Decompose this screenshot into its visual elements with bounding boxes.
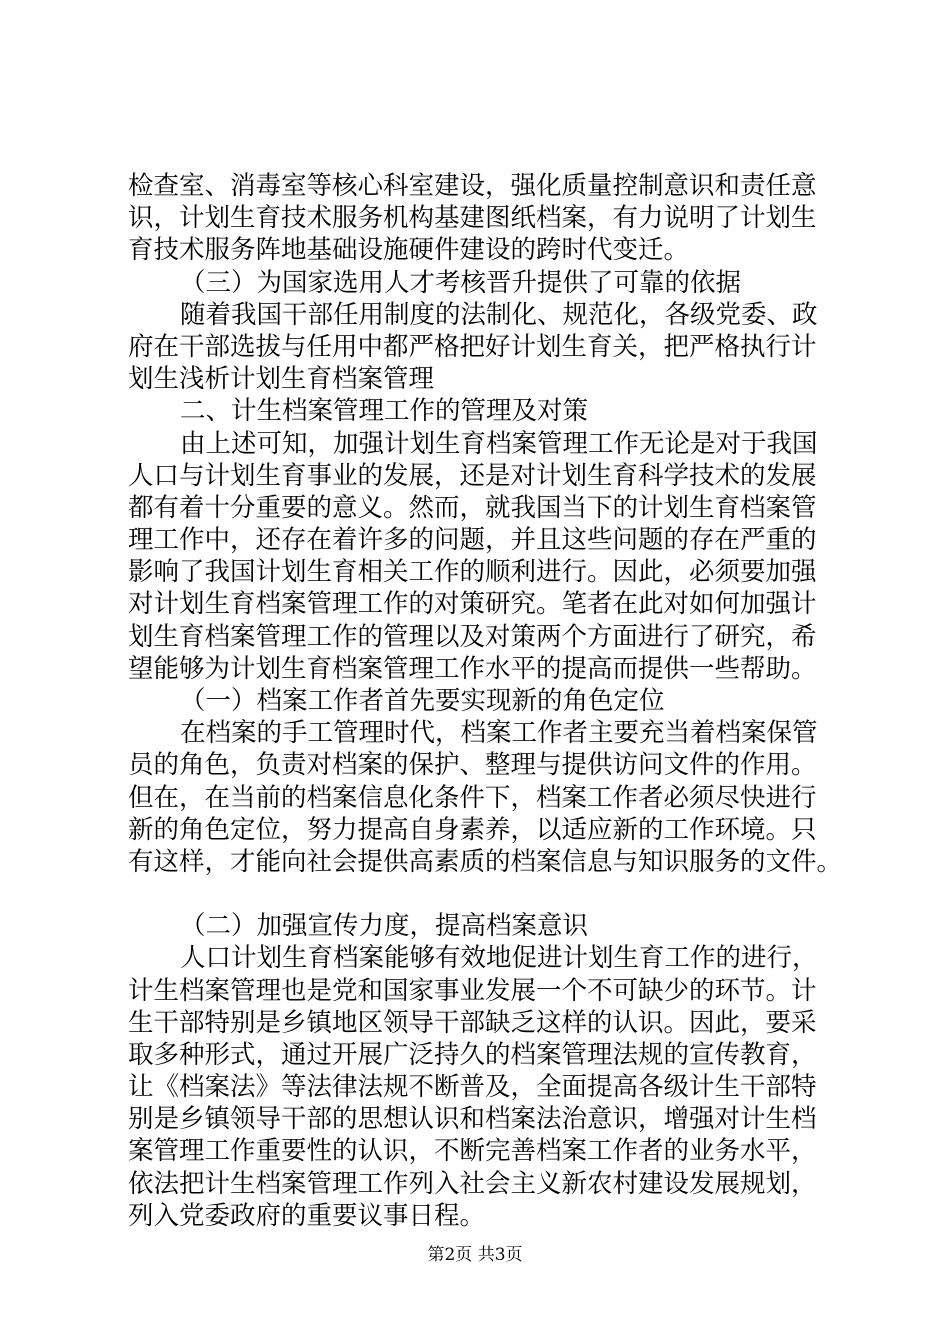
text-line: 别是乡镇领导干部的思想认识和档案法治意识，增强对计生档	[128, 1104, 817, 1135]
paragraph-gap	[128, 878, 838, 910]
section-heading: （三）为国家选用人才考核晋升提供了可靠的依据	[180, 267, 742, 298]
text-line: 新的角色定位，努力提高自身素养，以适应新的工作环境。只	[128, 814, 817, 845]
text-line: 在档案的手工管理时代，档案工作者主要充当着档案保管	[180, 718, 818, 749]
text-line: 由上述可知，加强计划生育档案管理工作无论是对于我国	[180, 428, 818, 459]
text-line: 识，计划生育技术服务机构基建图纸档案，有力说明了计划生	[128, 203, 817, 234]
text-line: 计生档案管理也是党和国家事业发展一个不可缺少的环节。计	[128, 975, 817, 1006]
text-line: 让《档案法》等法律法规不断普及，全面提高各级计生干部特	[128, 1072, 817, 1103]
text-line: 随着我国干部任用制度的法制化、规范化，各级党委、政	[180, 299, 818, 330]
text-line: 对计划生育档案管理工作的对策研究。笔者在此对如何加强计	[128, 589, 817, 620]
text-block-1	[128, 170, 843, 878]
text-line: 都有着十分重要的意义。然而，就我国当下的计划生育档案管	[128, 492, 817, 523]
text-line: 依法把计生档案管理工作列入社会主义新农村建设发展规划，	[128, 1168, 817, 1199]
text-line: 府在干部选拔与任用中都严格把好计划生育关，把严格执行计	[128, 331, 817, 362]
text-line: 育技术服务阵地基础设施硬件建设的跨时代变迁。	[128, 235, 690, 266]
text-line: 影响了我国计划生育相关工作的顺利进行。因此，必须要加强	[128, 557, 817, 588]
text-line: 划生浅析计划生育档案管理	[128, 364, 435, 395]
text-line: 生干部特别是乡镇地区领导干部缺乏这样的认识。因此，要采	[128, 1007, 817, 1038]
page-number-footer: 第2页 共3页	[427, 1245, 523, 1265]
section-heading: 二、计生档案管理工作的管理及对策	[180, 396, 589, 427]
text-line: 但在，在当前的档案信息化条件下，档案工作者必须尽快进行	[128, 782, 817, 813]
text-line: 员的角色，负责对档案的保护、整理与提供访问文件的作用。	[128, 750, 817, 781]
text-line: 案管理工作重要性的认识，不断完善档案工作者的业务水平，	[128, 1136, 817, 1167]
text-line: 取多种形式，通过开展广泛持久的档案管理法规的宣传教育，	[128, 1039, 817, 1070]
text-line: 人口与计划生育事业的发展，还是对计划生育科学技术的发展	[128, 460, 817, 491]
text-line: 理工作中，还存在着许多的问题，并且这些问题的存在严重的	[128, 525, 817, 556]
text-line: 有这样，才能向社会提供高素质的档案信息与知识服务的文件。	[128, 846, 843, 877]
text-block-2	[128, 910, 838, 1232]
text-line: 检查室、消毒室等核心科室建设，强化质量控制意识和责任意	[128, 171, 817, 201]
section-heading: （二）加强宣传力度，提高档案意识	[180, 911, 589, 942]
text-line: 列入党委政府的重要议事日程。	[128, 1200, 486, 1231]
document-body	[128, 170, 843, 1232]
text-line: 人口计划生育档案能够有效地促进计划生育工作的进行，	[180, 943, 818, 974]
text-line: 望能够为计划生育档案管理工作水平的提高而提供一些帮助。	[128, 653, 817, 684]
section-heading: （一）档案工作者首先要实现新的角色定位	[180, 686, 665, 716]
text-line: 划生育档案管理工作的管理以及对策两个方面进行了研究，希	[128, 621, 817, 652]
